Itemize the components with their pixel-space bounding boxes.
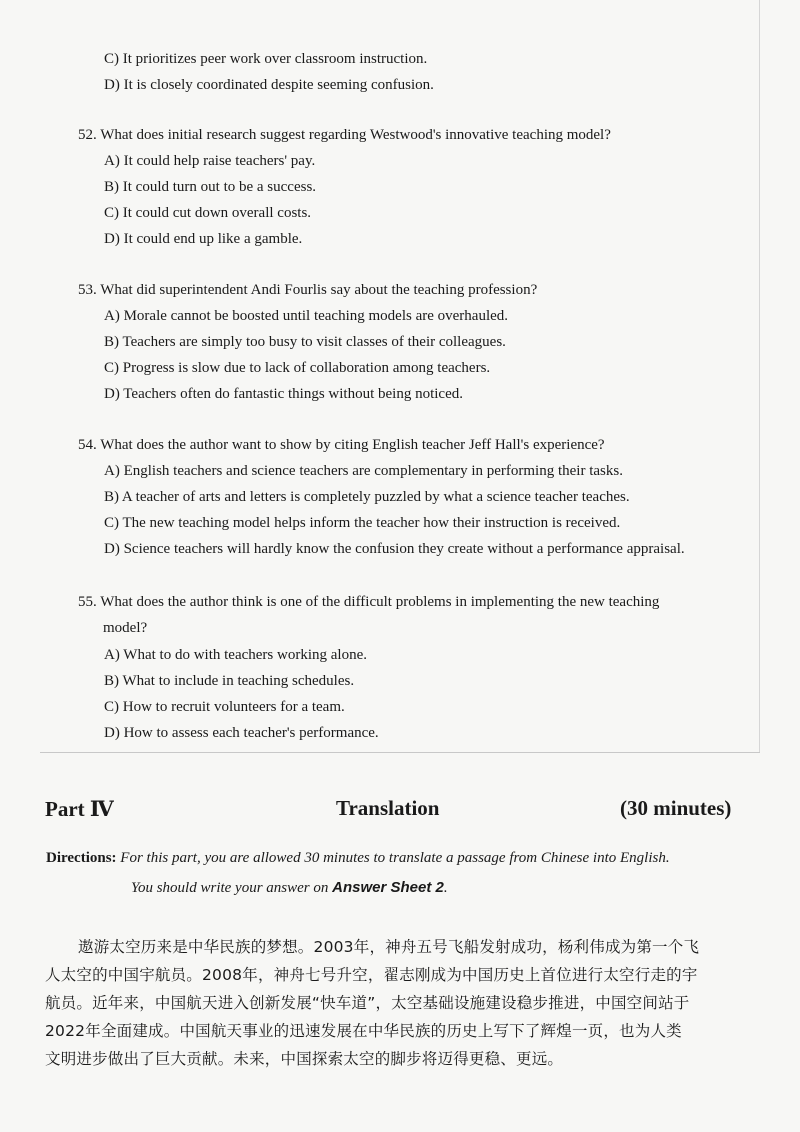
q52-option-c: C) It could cut down overall costs. [104, 205, 312, 221]
part-time: (30 minutes) [620, 796, 732, 820]
q54-option-a: A) English teachers and science teachers are complementary in performing their tasks. [104, 463, 623, 479]
q55-option-d: D) How to assess each teacher's performance. [104, 725, 379, 741]
q55-option-a: A) What to do with teachers working alone. [104, 647, 367, 663]
q51-option-c: C) It prioritizes peer work over classroom instruction. [104, 51, 428, 67]
directions-line-2-text: You should write your answer on [131, 880, 333, 896]
q54-option-b: B) A teacher of arts and letters is completely puzzled by what a science teacher teaches. [104, 489, 630, 505]
q51-option-d: D) It is closely coordinated despite seeming confusion. [104, 77, 434, 93]
column-border [759, 0, 760, 752]
passage-line-1: 遨游太空历来是中华民族的梦想。2003年，神舟五号飞船发射成功，杨利伟成为第一个飞 [78, 938, 700, 956]
q55-stem-continued: model? [103, 620, 148, 636]
directions-line-2 [131, 879, 448, 897]
directions-label: Directions: [46, 850, 117, 866]
directions-line-2-end: . [443, 880, 448, 896]
part-title: Translation [336, 796, 440, 820]
directions [46, 850, 670, 867]
q52-option-d: D) It could end up like a gamble. [104, 231, 303, 247]
q52-option-a: A) It could help raise teachers' pay. [104, 153, 316, 169]
passage-line-4: 2022年全面建成。中国航天事业的迅速发展在中华民族的历史上写下了辉煌一页，也为人类 [45, 1022, 682, 1040]
passage-line-5: 文明进步做出了巨大贡献。未来，中国探索太空的脚步将迈得更稳、更远。 [45, 1050, 564, 1068]
q53-option-a: A) Morale cannot be boosted until teaching models are overhauled. [104, 308, 509, 324]
q53-option-c: C) Progress is slow due to lack of collaboration among teachers. [104, 360, 491, 376]
q54-option-d: D) Science teachers will hardly know the confusion they create without a performance appraisal. [104, 541, 685, 557]
passage-line-2: 人太空的中国宇航员。2008年，神舟七号升空，翟志刚成为中国历史上首位进行太空行走的宇 [45, 966, 698, 984]
passage-line-3: 航员。近年来，中国航天进入创新发展“快车道”，太空基础设施建设稳步推进，中国空间站于 [45, 994, 690, 1012]
section-divider [40, 752, 760, 753]
q53-option-b: B) Teachers are simply too busy to visit classes of their colleagues. [104, 334, 506, 350]
q54-stem: 54. What does the author want to show by citing English teacher Jeff Hall's experience? [78, 437, 605, 453]
answer-sheet-ref: Answer Sheet 2 [332, 879, 444, 896]
q53-option-d: D) Teachers often do fantastic things without being noticed. [104, 386, 463, 402]
q55-option-c: C) How to recruit volunteers for a team. [104, 699, 345, 715]
q54-option-c: C) The new teaching model helps inform the teacher how their instruction is received. [104, 515, 621, 531]
q53-stem: 53. What did superintendent Andi Fourlis say about the teaching profession? [78, 282, 538, 298]
part-label: Part Ⅳ [45, 797, 114, 821]
q55-stem: 55. What does the author think is one of the difficult problems in implementing the new teaching [78, 594, 660, 610]
directions-text: For this part, you are allowed 30 minutes to translate a passage from Chinese into English. [120, 850, 670, 866]
q52-option-b: B) It could turn out to be a success. [104, 179, 317, 195]
q52-stem: 52. What does initial research suggest regarding Westwood's innovative teaching model? [78, 127, 611, 143]
q55-option-b: B) What to include in teaching schedules. [104, 673, 355, 689]
